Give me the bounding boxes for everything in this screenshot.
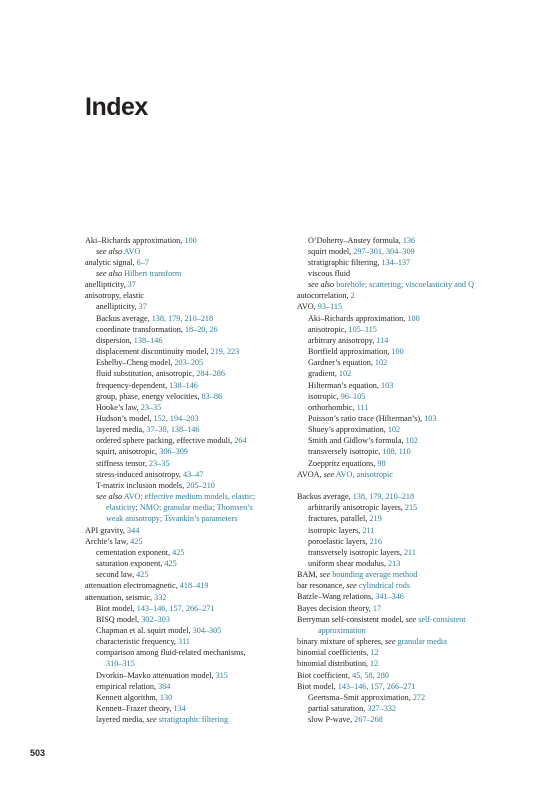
index-entry	[85, 647, 310, 658]
entry-reference-link[interactable]: 103	[381, 380, 394, 390]
entry-reference-link[interactable]: 425	[164, 559, 177, 569]
index-entry	[85, 257, 310, 268]
entry-term: bar resonance,	[297, 581, 347, 591]
entry-term: Zoeppritz equations,	[308, 458, 378, 468]
index-entry	[85, 614, 310, 625]
entry-term: Bayes decision theory,	[297, 603, 373, 613]
index-entry	[85, 424, 310, 435]
entry-reference-link[interactable]: 264	[234, 436, 247, 446]
entry-reference-link[interactable]: AVO, anisotropic	[335, 469, 393, 479]
entry-term: Backus average,	[96, 313, 152, 323]
entry-reference-link[interactable]: granular media	[397, 637, 447, 647]
entry-reference-link[interactable]: elasticity; NMO; granular media; Thomsen’s	[106, 503, 253, 513]
entry-term: empirical relation,	[96, 681, 159, 691]
index-entry	[297, 591, 522, 602]
entry-reference-link[interactable]: 152, 194–203	[153, 414, 199, 423]
entry-term: second law,	[96, 570, 137, 580]
entry-term: slow P-wave,	[308, 715, 355, 725]
entry-reference-link[interactable]: borehole; scattering; viscoelasticity and Q	[336, 280, 474, 290]
index-heading: Index	[85, 93, 148, 121]
see-also-label: see	[405, 614, 417, 624]
index-entry	[85, 480, 310, 491]
index-entry	[297, 614, 522, 625]
entry-term: binomial distribution,	[297, 659, 371, 669]
entry-term: anellipticity,	[85, 280, 128, 290]
entry-reference-link[interactable]: 310–315	[106, 659, 135, 669]
entry-term: Bortfield approximation,	[308, 347, 392, 357]
index-column-right	[297, 235, 522, 726]
entry-reference-link[interactable]: 213	[388, 559, 401, 569]
entry-reference-link[interactable]: 211	[403, 547, 416, 557]
entry-term: frequency-dependent,	[96, 380, 170, 390]
index-entry	[85, 513, 310, 524]
entry-term: fluid substitution, anisotropic,	[96, 369, 197, 379]
entry-term: poroelastic layers,	[308, 536, 370, 546]
entry-term: transversely isotropic,	[308, 447, 383, 457]
index-entry	[297, 636, 522, 647]
entry-reference-link[interactable]: 341–346	[375, 592, 404, 602]
index-entry	[297, 424, 522, 435]
entry-reference-link[interactable]: 37	[138, 302, 147, 312]
index-entry	[85, 357, 310, 368]
entry-reference-link[interactable]: 83–86	[201, 391, 223, 401]
entry-reference-link[interactable]: 100	[407, 313, 420, 323]
index-entry	[297, 491, 522, 502]
entry-term: layered media,	[96, 425, 147, 435]
entry-reference-link[interactable]: 384	[158, 681, 171, 691]
index-entry	[85, 692, 310, 703]
index-entry	[85, 246, 310, 257]
entry-term: characteristic frequency,	[96, 637, 178, 647]
entry-term: autocorrelation,	[297, 291, 351, 301]
entry-reference-link[interactable]: 211	[362, 525, 375, 535]
entry-reference-link[interactable]: 12	[370, 659, 379, 669]
index-entry	[297, 279, 522, 290]
index-entry	[297, 246, 522, 257]
entry-term: Hudson’s model,	[96, 414, 154, 423]
index-entry	[297, 435, 522, 446]
index-entry	[297, 290, 522, 301]
entry-reference-link[interactable]: 425	[130, 536, 143, 546]
index-entry	[85, 380, 310, 391]
entry-term: fractures, parallel,	[308, 514, 370, 524]
index-entry	[85, 681, 310, 692]
entry-term: AVO,	[297, 302, 318, 312]
index-entry	[297, 625, 522, 636]
index-entry	[85, 368, 310, 379]
index-entry	[85, 458, 310, 469]
entry-term: partial saturation,	[308, 704, 368, 714]
entry-reference-link[interactable]: approximation	[318, 625, 366, 635]
index-entry	[297, 525, 522, 536]
index-entry	[85, 714, 310, 725]
entry-reference-link[interactable]: 45, 58, 280	[352, 670, 389, 680]
entry-term: transversely isotropic layers,	[308, 547, 404, 557]
entry-reference-link[interactable]: 102	[387, 425, 401, 435]
index-entry	[297, 346, 522, 357]
entry-reference-link[interactable]: 138–146	[133, 335, 163, 345]
index-entry	[85, 502, 310, 513]
index-entry	[85, 402, 310, 413]
index-entry	[297, 313, 522, 324]
entry-reference-link[interactable]: stratigraphic filtering	[158, 715, 229, 725]
entry-term: Kennett algorithm,	[96, 692, 160, 702]
index-entry	[297, 335, 522, 346]
entry-term: Geertsma–Smit approximation,	[308, 692, 413, 702]
entry-reference-link[interactable]: 98	[377, 458, 386, 468]
entry-term: API gravity,	[85, 525, 127, 535]
index-entry	[85, 290, 310, 301]
see-also-label: see	[323, 469, 335, 479]
entry-term: BAM,	[297, 570, 320, 580]
index-entry	[85, 235, 310, 246]
index-entry	[297, 513, 522, 524]
index-entry	[85, 469, 310, 480]
index-entry	[85, 301, 310, 312]
index-entry	[85, 279, 310, 290]
entry-reference-link[interactable]: 23–35	[140, 402, 162, 412]
entry-term: Berryman self-consistent model,	[297, 614, 406, 624]
entry-reference-link[interactable]: 93–115	[317, 302, 343, 312]
index-entry	[297, 558, 522, 569]
index-entry	[85, 391, 310, 402]
entry-reference-link[interactable]: 138, 179, 210–218	[352, 492, 415, 502]
entry-reference-link[interactable]: 219, 223	[210, 347, 240, 357]
entry-term: Smith and Gidlow’s formula,	[308, 436, 406, 446]
entry-term: attenuation, seismic,	[85, 592, 155, 602]
entry-term: T-matrix inclusion models,	[96, 480, 187, 490]
entry-reference-link[interactable]: 105–115	[348, 324, 377, 334]
index-entry	[297, 569, 522, 580]
entry-reference-link[interactable]: 344	[127, 525, 140, 535]
see-also-label: see	[346, 581, 357, 591]
entry-term: anisotropy, elastic	[85, 291, 145, 301]
entry-reference-link[interactable]: bounding average method	[332, 570, 418, 580]
entry-term: saturation exponent,	[96, 559, 165, 569]
section-gap	[297, 480, 522, 491]
entry-reference-link[interactable]: 96–105	[340, 391, 366, 401]
index-entry	[85, 592, 310, 603]
entry-reference-link[interactable]: 272	[412, 692, 426, 702]
entry-reference-link[interactable]: 108, 110	[382, 447, 411, 457]
index-entry	[85, 446, 310, 457]
index-entry	[297, 547, 522, 558]
index-entry	[85, 558, 310, 569]
entry-reference-link[interactable]: 418–419	[179, 581, 209, 591]
index-entry	[85, 324, 310, 335]
entry-reference-link[interactable]: 284–286	[196, 369, 225, 379]
entry-reference-link[interactable]: 205–210	[186, 480, 215, 490]
entry-reference-link[interactable]: 6–7	[136, 257, 149, 267]
index-entry	[85, 268, 310, 279]
index-entry	[297, 469, 522, 480]
entry-reference-link[interactable]: 306–309	[159, 447, 188, 457]
entry-term: arbitrary anisotropy,	[308, 335, 377, 345]
entry-term: stiffness tensor,	[96, 458, 149, 468]
entry-term: squirt model,	[308, 246, 354, 256]
entry-reference-link[interactable]: AVO; effective medium models, elastic;	[123, 492, 256, 502]
entry-term: Eshelby–Cheng model,	[96, 358, 175, 368]
entry-reference-link[interactable]: self-consistent	[418, 614, 466, 624]
entry-term: binomial coefficients,	[297, 648, 371, 658]
entry-reference-link[interactable]: AVO	[123, 246, 141, 256]
entry-reference-link[interactable]: 138–146	[169, 380, 198, 390]
index-entry	[297, 357, 522, 368]
entry-term: stratigraphic filtering,	[308, 257, 382, 267]
entry-term: gradient,	[308, 369, 339, 379]
entry-term: analytic signal,	[85, 257, 137, 267]
entry-reference-link[interactable]: 425	[136, 570, 149, 580]
entry-reference-link[interactable]: 102	[338, 369, 352, 379]
index-entry	[297, 703, 522, 714]
entry-term: orthorhombic,	[308, 402, 357, 412]
index-entry	[297, 458, 522, 469]
entry-term: Batzle–Wang relations,	[297, 592, 376, 602]
see-also-label: see also	[308, 280, 335, 290]
index-entry	[85, 413, 310, 424]
index-entry	[297, 536, 522, 547]
index-entry	[297, 681, 522, 692]
entry-term: Biot coefficient,	[297, 670, 353, 680]
entry-term: layered media,	[96, 715, 147, 725]
entry-term: Gardner’s equation,	[308, 358, 375, 368]
entry-reference-link[interactable]: 311	[177, 637, 190, 647]
entry-reference-link[interactable]: 102	[405, 436, 418, 446]
entry-reference-link[interactable]: 219	[369, 514, 382, 524]
entry-reference-link[interactable]: 143–146, 157, 266–271	[136, 603, 215, 613]
index-column-left	[85, 235, 310, 726]
entry-term: stress-induced anisotropy,	[96, 469, 184, 479]
entry-reference-link[interactable]: 267–268	[354, 715, 383, 725]
entry-term: arbitrarily anisotropic layers,	[308, 503, 405, 513]
index-entry	[85, 603, 310, 614]
entry-reference-link[interactable]: 216	[369, 536, 382, 546]
index-entry	[297, 603, 522, 614]
entry-reference-link[interactable]: 215	[404, 503, 418, 513]
index-entry	[297, 257, 522, 268]
index-entry	[297, 580, 522, 591]
see-also-label: see also	[96, 246, 123, 256]
entry-reference-link[interactable]: 114	[376, 335, 389, 345]
entry-term: cementation exponent,	[96, 547, 173, 557]
entry-term: isotropic layers,	[308, 525, 363, 535]
entry-reference-link[interactable]: 327–332	[367, 704, 396, 714]
see-also-label: see	[385, 637, 396, 647]
index-entry	[297, 391, 522, 402]
index-entry	[297, 714, 522, 725]
index-entry	[297, 692, 522, 703]
entry-term: Biot model,	[297, 681, 338, 691]
entry-term: ordered sphere packing, effective moduli,	[96, 436, 235, 446]
entry-reference-link[interactable]: 134	[173, 704, 186, 714]
entry-term: isotropic,	[308, 391, 341, 401]
entry-term: Aki–Richards approximation,	[308, 313, 408, 323]
entry-term: Biot model,	[96, 603, 137, 613]
index-entry	[297, 670, 522, 681]
entry-reference-link[interactable]: 37	[127, 280, 136, 290]
index-entry	[85, 313, 310, 324]
entry-term: group, phase, energy velocities,	[96, 391, 202, 401]
entry-reference-link[interactable]: 103	[424, 414, 437, 423]
index-entry	[85, 658, 310, 669]
entry-term: viscous fluid	[308, 268, 351, 278]
entry-term: attenuation electromagnetic,	[85, 581, 180, 591]
index-entry	[297, 235, 522, 246]
entry-term: anisotropic,	[308, 324, 349, 334]
entry-term: BISQ model,	[96, 614, 142, 624]
entry-reference-link[interactable]: 302–303	[141, 614, 170, 624]
index-entry	[297, 502, 522, 513]
index-entry	[297, 380, 522, 391]
see-also-label: see also	[96, 492, 123, 502]
index-entry	[297, 268, 522, 279]
entry-term: Aki–Richards approximation,	[85, 235, 185, 245]
entry-reference-link[interactable]: 136	[402, 235, 416, 245]
entry-term: Shuey’s approximation,	[308, 425, 388, 435]
index-entry	[85, 703, 310, 714]
entry-term: uniform shear modulus,	[308, 559, 389, 569]
entry-term: binary mixture of spheres,	[297, 637, 385, 647]
entry-reference-link[interactable]: cylindrical rods	[358, 581, 410, 591]
index-entry	[297, 413, 522, 424]
index-entry	[297, 324, 522, 335]
entry-reference-link[interactable]: 304–305	[192, 625, 222, 635]
entry-reference-link[interactable]: 134–137	[381, 257, 411, 267]
index-entry	[297, 301, 522, 312]
entry-reference-link[interactable]: 332	[154, 592, 167, 602]
index-entry	[85, 580, 310, 591]
entry-term: Hilterman’s equation,	[308, 380, 381, 390]
entry-reference-link[interactable]: 315	[215, 670, 228, 680]
index-entry	[85, 636, 310, 647]
entry-term: Kennett–Frazer theory,	[96, 704, 174, 714]
index-entry	[85, 346, 310, 357]
entry-term: Poisson’s ratio trace (Hilterman’s),	[308, 414, 425, 423]
entry-term: coordinate transformation,	[96, 324, 185, 334]
index-entry	[85, 536, 310, 547]
entry-term: O’Doherty–Anstey formula,	[308, 235, 403, 245]
index-entry	[297, 446, 522, 457]
see-also-label: see	[319, 570, 331, 580]
see-also-label: see	[146, 715, 157, 725]
entry-reference-link[interactable]: Hilbert transform	[124, 268, 182, 278]
entry-reference-link[interactable]: weak anisotropy; Tsvankin’s parameters	[106, 514, 238, 524]
entry-term: Backus average,	[297, 492, 353, 502]
index-entry	[85, 525, 310, 536]
index-entry	[85, 569, 310, 580]
index-entry	[85, 670, 310, 681]
entry-term: Dvorkin–Mavko attenuation model,	[96, 670, 216, 680]
entry-reference-link[interactable]: 143–146, 157, 266–271	[337, 681, 416, 691]
entry-reference-link[interactable]: 23–35	[148, 458, 170, 468]
entry-reference-link[interactable]: 111	[356, 402, 369, 412]
see-also-label: see also	[96, 268, 123, 278]
entry-term: Archie’s law,	[85, 536, 131, 546]
entry-term: displacement discontinuity model,	[96, 347, 211, 357]
entry-reference-link[interactable]: 102	[374, 358, 388, 368]
index-entry	[297, 658, 522, 669]
index-entry	[85, 491, 310, 502]
entry-reference-link[interactable]: 43–47	[183, 469, 204, 479]
index-entry	[85, 435, 310, 446]
entry-reference-link[interactable]: 12	[370, 648, 379, 658]
entry-reference-link[interactable]: 100	[184, 235, 197, 245]
entry-reference-link[interactable]: 2	[350, 291, 355, 301]
entry-term: squirt, anisotropic,	[96, 447, 160, 457]
entry-term: AVOA,	[297, 469, 324, 479]
entry-term: Hooke’s law,	[96, 402, 141, 412]
index-entry	[85, 547, 310, 558]
index-entry	[297, 402, 522, 413]
entry-reference-link[interactable]: 297–301, 304–309	[353, 246, 415, 256]
entry-term: comparison among fluid-related mechanisms,	[96, 648, 246, 658]
entry-reference-link[interactable]: 17	[372, 603, 382, 613]
entry-reference-link[interactable]: 138, 179, 210–218	[151, 313, 214, 323]
entry-term: anellipticity,	[96, 302, 139, 312]
index-entry	[85, 335, 310, 346]
entry-term: dispersion,	[96, 335, 134, 345]
entry-term: Chapman et al. squirt model,	[96, 625, 193, 635]
entry-reference-link[interactable]: 37–38, 138–146	[146, 425, 200, 435]
entry-reference-link[interactable]: 18–20, 26	[184, 324, 218, 334]
index-entry	[297, 647, 522, 658]
entry-reference-link[interactable]: 130	[159, 692, 173, 702]
entry-reference-link[interactable]: 425	[172, 547, 185, 557]
entry-reference-link[interactable]: 100	[391, 347, 404, 357]
page-number: 503	[30, 748, 46, 758]
entry-reference-link[interactable]: 203–205	[174, 358, 204, 368]
index-entry	[85, 625, 310, 636]
index-entry	[297, 368, 522, 379]
